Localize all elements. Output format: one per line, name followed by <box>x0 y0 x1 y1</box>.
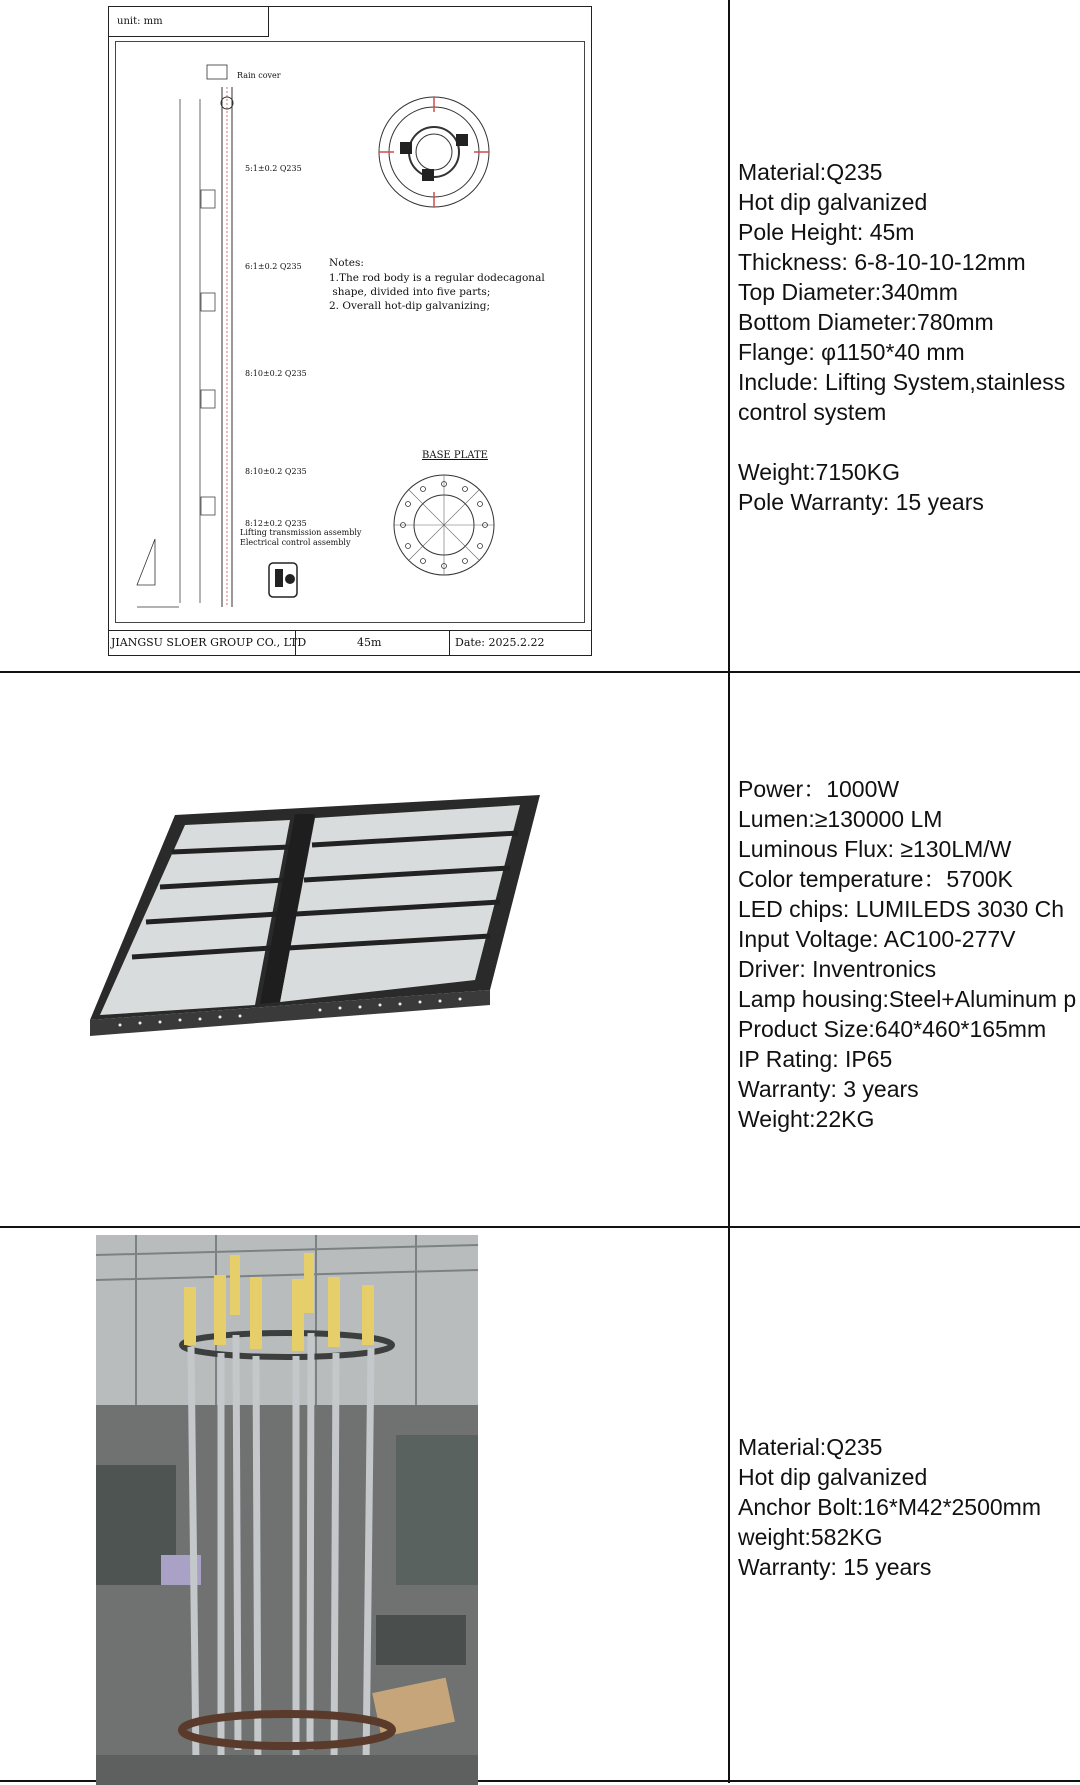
base-plate-label: BASE PLATE <box>422 450 488 461</box>
column-divider <box>728 0 730 1783</box>
anchor-bolt-spec-text: Material:Q235 Hot dip galvanized Anchor Bolt:16*M42*2500mm weight:582KG Warranty: 15 years <box>738 1434 1041 1580</box>
notes-title: Notes: <box>329 257 364 269</box>
anchor-bolt-svg <box>96 1235 478 1785</box>
floodlight-spec-text: Power：1000W Lumen:≥130000 LM Luminous Flux: ≥130LM/W Color temperature：5700K LED chips: LUMILEDS 3030 Ch Input Voltage: AC100-277V Driver: Inventronics Lamp housing:Steel+Aluminum p Product Size:640*460*165mm IP Rating: IP65 Warranty: 3 years Weight:22KG <box>738 776 1077 1132</box>
drawing-title-block <box>109 630 591 655</box>
callout-section-2: 6:1±0.2 Q235 <box>245 262 302 271</box>
drawing-date: Date: 2025.2.22 <box>455 636 545 649</box>
pole-spec-text: Material:Q235 Hot dip galvanized Pole Height: 45m Thickness: 6-8-10-10-12mm Top Diameter:340mm Bottom Diameter:780mm Flange: φ1150*40 mm Include: Lifting System,stainless control system Weight:7150KG Pole Warranty: 15 years <box>738 159 1066 515</box>
note-1: 1.The rod body is a regular dodecagonal shape, divided into five parts; <box>329 272 545 298</box>
callout-section-5: 8:12±0.2 Q235 <box>245 519 307 528</box>
unit-label: unit: mm <box>109 7 269 37</box>
floodlight-image <box>90 790 550 1050</box>
pole-technical-drawing <box>108 6 592 656</box>
row-divider <box>0 671 1080 673</box>
anchor-bolt-photo <box>96 1235 478 1785</box>
note-2: 2. Overall hot-dip galvanizing; <box>329 300 490 312</box>
pole-height-label: 45m <box>357 636 382 649</box>
floodlight-svg <box>90 790 550 1050</box>
callout-electrical: Electrical control assembly <box>240 538 351 547</box>
callout-section-4: 8:10±0.2 Q235 <box>245 467 307 476</box>
callout-section-3: 8:10±0.2 Q235 <box>245 369 307 378</box>
company-name: JIANGSU SLOER GROUP CO., LTD <box>111 636 307 649</box>
callout-rain-cover: Rain cover <box>237 71 281 80</box>
callout-section-1: 5:1±0.2 Q235 <box>245 164 302 173</box>
row-divider <box>0 1226 1080 1228</box>
callout-lifting: Lifting transmission assembly <box>240 528 362 537</box>
